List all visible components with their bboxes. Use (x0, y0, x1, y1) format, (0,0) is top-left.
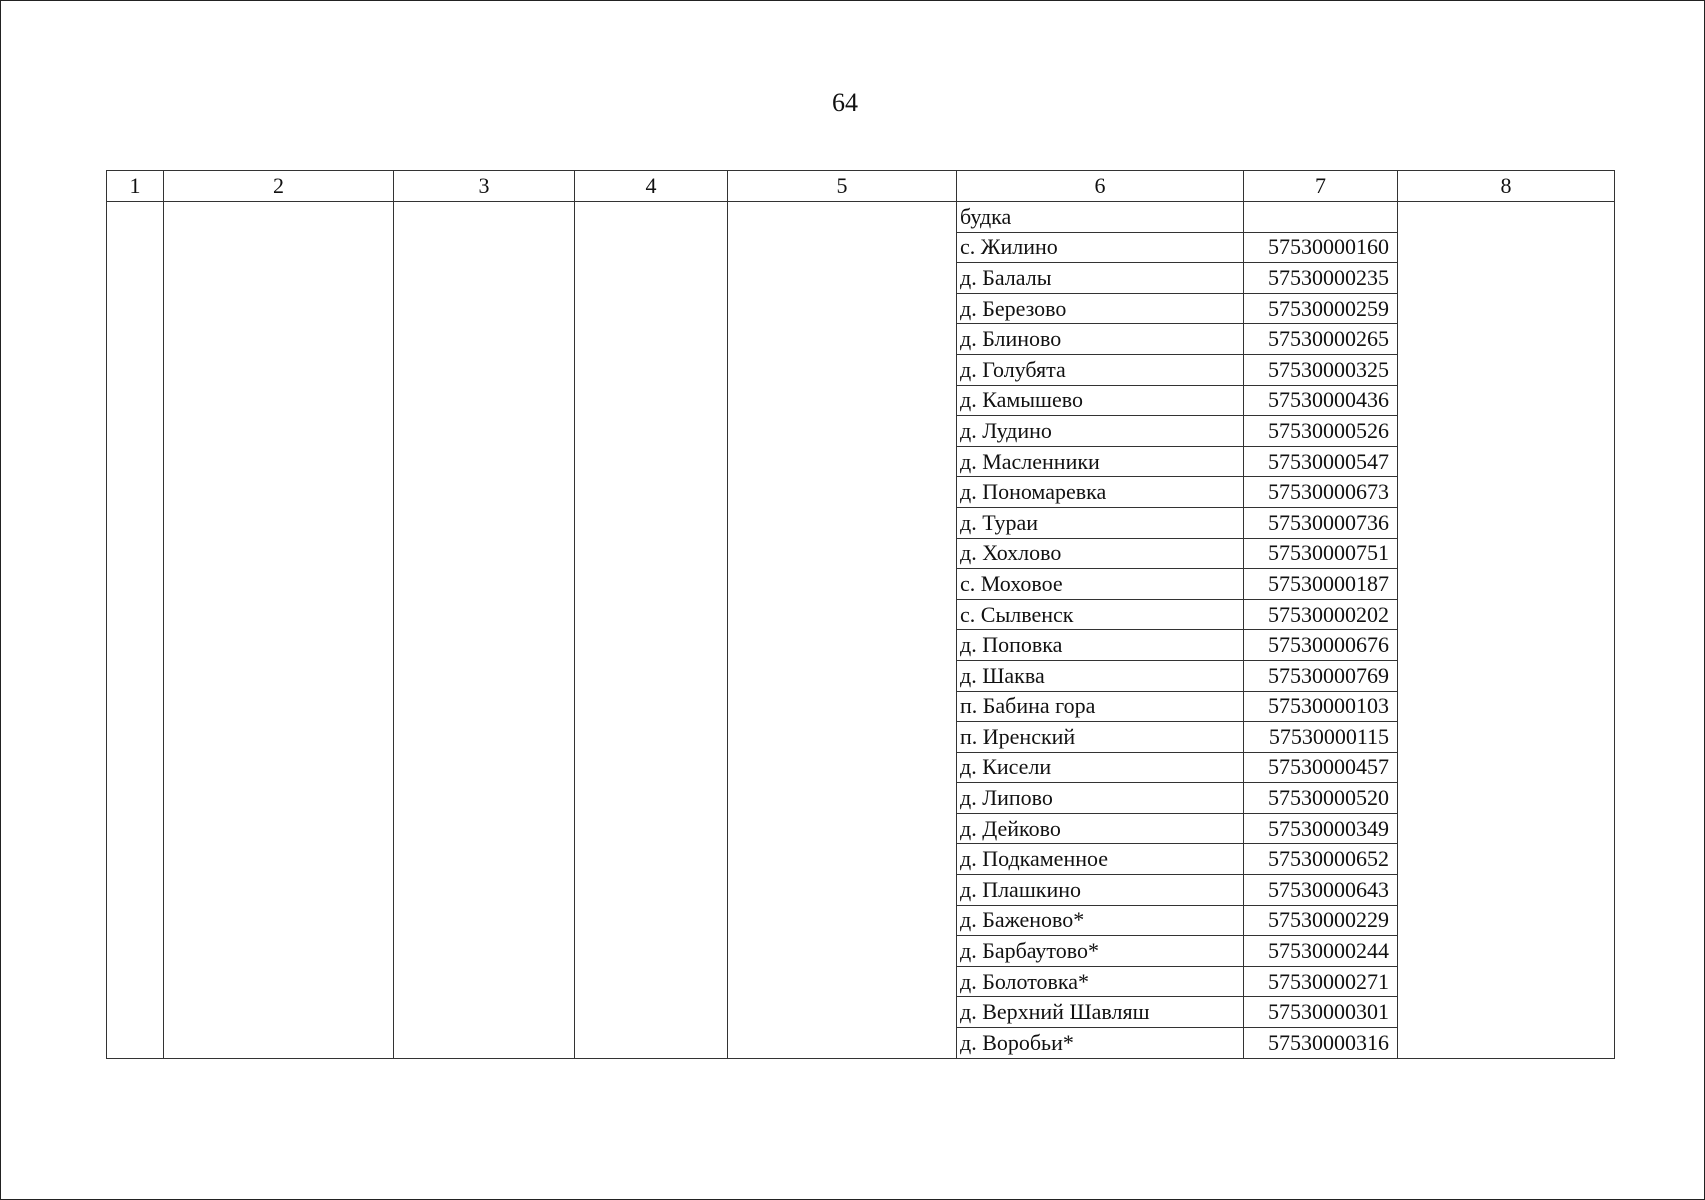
settlement-code: 57530000673 (1244, 477, 1398, 508)
settlement-name: с. Моховое (957, 569, 1244, 600)
header-cell-8: 8 (1398, 171, 1615, 202)
settlement-name: д. Березово (957, 293, 1244, 324)
table-body (107, 171, 1615, 1059)
settlement-name: д. Поповка (957, 630, 1244, 661)
settlement-name: д. Болотовка* (957, 966, 1244, 997)
settlement-name: п. Иренский (957, 722, 1244, 753)
settlement-name: д. Балалы (957, 263, 1244, 294)
settlement-code: 57530000547 (1244, 446, 1398, 477)
settlement-name: д. Хохлово (957, 538, 1244, 569)
settlement-name: д. Подкаменное (957, 844, 1244, 875)
empty-column-4 (575, 202, 728, 1059)
settlement-name: с. Жилино (957, 232, 1244, 263)
settlement-name: д. Блиново (957, 324, 1244, 355)
settlement-name: д. Воробьи* (957, 1028, 1244, 1059)
settlement-code: 57530000436 (1244, 385, 1398, 416)
settlement-code: 57530000301 (1244, 997, 1398, 1028)
settlement-name: д. Камышево (957, 385, 1244, 416)
empty-column-2 (164, 202, 394, 1059)
settlement-name: д. Голубята (957, 354, 1244, 385)
settlement-code: 57530000325 (1244, 354, 1398, 385)
settlement-name: д. Плашкино (957, 875, 1244, 906)
settlement-code (1244, 202, 1398, 233)
settlement-code: 57530000259 (1244, 293, 1398, 324)
settlement-code: 57530000265 (1244, 324, 1398, 355)
header-cell-2: 2 (164, 171, 394, 202)
settlement-code: 57530000520 (1244, 783, 1398, 814)
settlement-name: д. Кисели (957, 752, 1244, 783)
table-row (107, 202, 1615, 233)
settlement-name: д. Лудино (957, 416, 1244, 447)
empty-column-5 (728, 202, 957, 1059)
settlement-code: 57530000187 (1244, 569, 1398, 600)
header-cell-4: 4 (575, 171, 728, 202)
header-cell-7: 7 (1244, 171, 1398, 202)
settlement-code: 57530000103 (1244, 691, 1398, 722)
header-cell-6: 6 (957, 171, 1244, 202)
settlement-name: д. Верхний Шавляш (957, 997, 1244, 1028)
header-cell-3: 3 (394, 171, 575, 202)
empty-column-1 (107, 202, 164, 1059)
empty-column-8 (1398, 202, 1615, 1059)
settlement-code: 57530000769 (1244, 660, 1398, 691)
settlement-name: д. Барбаутово* (957, 936, 1244, 967)
settlement-code: 57530000229 (1244, 905, 1398, 936)
settlement-name: д. Шаква (957, 660, 1244, 691)
settlement-code: 57530000160 (1244, 232, 1398, 263)
settlements-table (106, 170, 1615, 1059)
settlement-code: 57530000235 (1244, 263, 1398, 294)
settlement-name: д. Липово (957, 783, 1244, 814)
settlement-code: 57530000457 (1244, 752, 1398, 783)
settlement-name: д. Дейково (957, 813, 1244, 844)
settlement-code: 57530000244 (1244, 936, 1398, 967)
settlement-code: 57530000676 (1244, 630, 1398, 661)
settlement-code: 57530000652 (1244, 844, 1398, 875)
settlement-name: будка (957, 202, 1244, 233)
settlement-name: п. Бабина гора (957, 691, 1244, 722)
header-cell-5: 5 (728, 171, 957, 202)
settlement-name: д. Масленники (957, 446, 1244, 477)
settlement-name: д. Пономаревка (957, 477, 1244, 508)
settlement-code: 57530000526 (1244, 416, 1398, 447)
header-row (107, 171, 1615, 202)
settlement-code: 57530000202 (1244, 599, 1398, 630)
settlement-name: с. Сылвенск (957, 599, 1244, 630)
settlement-name: д. Баженово* (957, 905, 1244, 936)
settlement-code: 57530000316 (1244, 1028, 1398, 1059)
settlement-code: 57530000736 (1244, 507, 1398, 538)
page-number: 64 (832, 88, 858, 117)
empty-column-3 (394, 202, 575, 1059)
settlement-code: 57530000115 (1244, 722, 1398, 753)
settlement-code: 57530000643 (1244, 875, 1398, 906)
settlement-code: 57530000349 (1244, 813, 1398, 844)
settlement-code: 57530000751 (1244, 538, 1398, 569)
header-cell-1: 1 (107, 171, 164, 202)
settlement-name: д. Тураи (957, 507, 1244, 538)
settlement-code: 57530000271 (1244, 966, 1398, 997)
